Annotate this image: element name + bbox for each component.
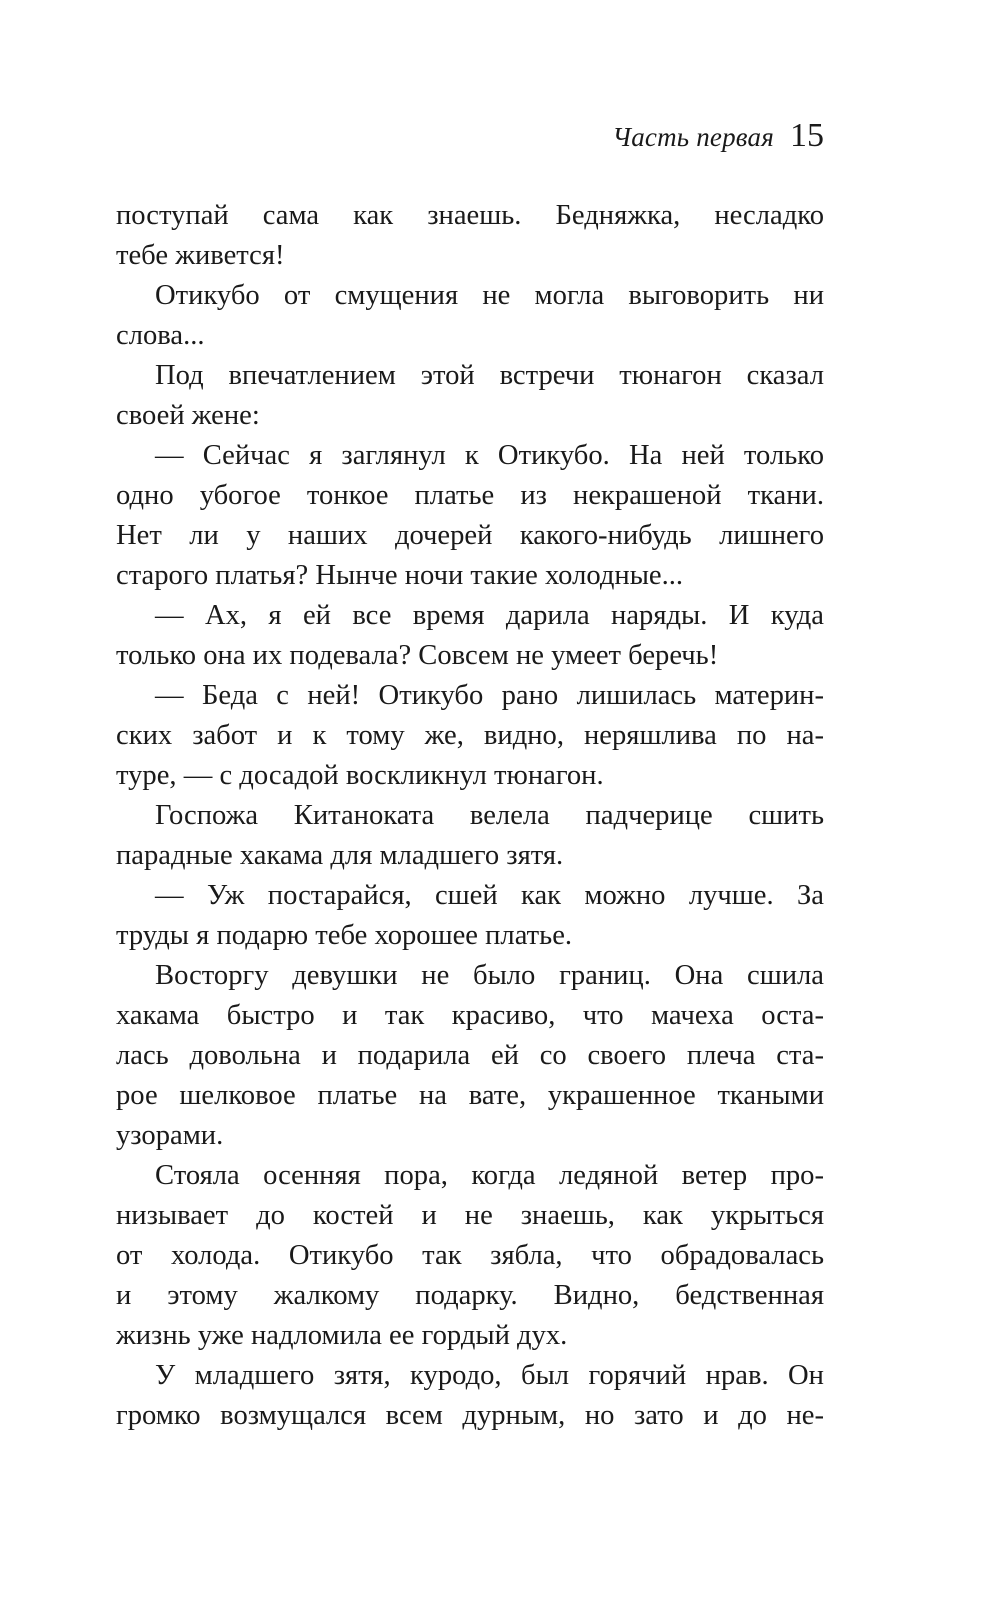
- text-line: лась довольна и подарила ей со своего плеча ста-: [116, 1040, 824, 1071]
- text-line: Стояла осенняя пора, когда ледяной ветер про-: [155, 1160, 824, 1191]
- text-line: старого платья? Нынче ночи такие холодные...: [116, 560, 684, 591]
- text-line: Под впечатлением этой встречи тюнагон сказал: [155, 360, 824, 391]
- text-line: Отикубо от смущения не могла выговорить ни: [155, 280, 824, 311]
- text-line: ских забот и к тому же, видно, неряшлива по на-: [116, 720, 824, 751]
- text-line: только она их подевала? Совсем не умеет беречь!: [116, 640, 719, 671]
- text-line: от холода. Отикубо так зябла, что обрадовалась: [116, 1240, 824, 1271]
- running-header-title: Часть первая: [612, 122, 774, 152]
- text-line: — Сейчас я заглянул к Отикубо. На ней только: [155, 440, 824, 471]
- text-line: слова...: [116, 320, 205, 351]
- text-line: тебе живется!: [116, 240, 285, 271]
- text-line: громко возмущался всем дурным, но зато и до не-: [116, 1400, 824, 1431]
- text-line: У младшего зятя, куродо, был горячий нрав. Он: [155, 1360, 824, 1391]
- text-line: Нет ли у наших дочерей какого-нибудь лишнего: [116, 520, 824, 551]
- body-text: [116, 196, 824, 1436]
- text-line: жизнь уже надломила ее гордый дух.: [116, 1320, 568, 1351]
- page-number: 15: [790, 117, 824, 154]
- text-line: и этому жалкому подарку. Видно, бедственная: [116, 1280, 824, 1311]
- text-line: Госпожа Китаноката велела падчерице сшить: [155, 800, 824, 831]
- text-line: рое шелковое платье на вате, украшенное ткаными: [116, 1080, 824, 1111]
- text-line: хакама быстро и так красиво, что мачеха оста-: [116, 1000, 824, 1031]
- text-line: — Уж постарайся, сшей как можно лучше. За: [155, 880, 824, 911]
- text-line: своей жене:: [116, 400, 260, 431]
- text-line: парадные хакама для младшего зятя.: [116, 840, 564, 871]
- text-line: низывает до костей и не знаешь, как укрыться: [116, 1200, 824, 1231]
- text-line: одно убогое тонкое платье из некрашеной ткани.: [116, 480, 824, 511]
- running-header: [116, 112, 824, 166]
- text-line: — Ах, я ей все время дарила наряды. И куда: [155, 600, 824, 631]
- text-line: — Беда с ней! Отикубо рано лишилась материн-: [155, 680, 824, 711]
- text-line: Восторгу девушки не было границ. Она сшила: [155, 960, 824, 991]
- text-line: узорами.: [116, 1120, 224, 1151]
- text-line: туре, — с досадой воскликнул тюнагон.: [116, 760, 604, 791]
- text-line: поступай сама как знаешь. Бедняжка, несладко: [116, 200, 824, 231]
- text-line: труды я подарю тебе хорошее платье.: [116, 920, 573, 951]
